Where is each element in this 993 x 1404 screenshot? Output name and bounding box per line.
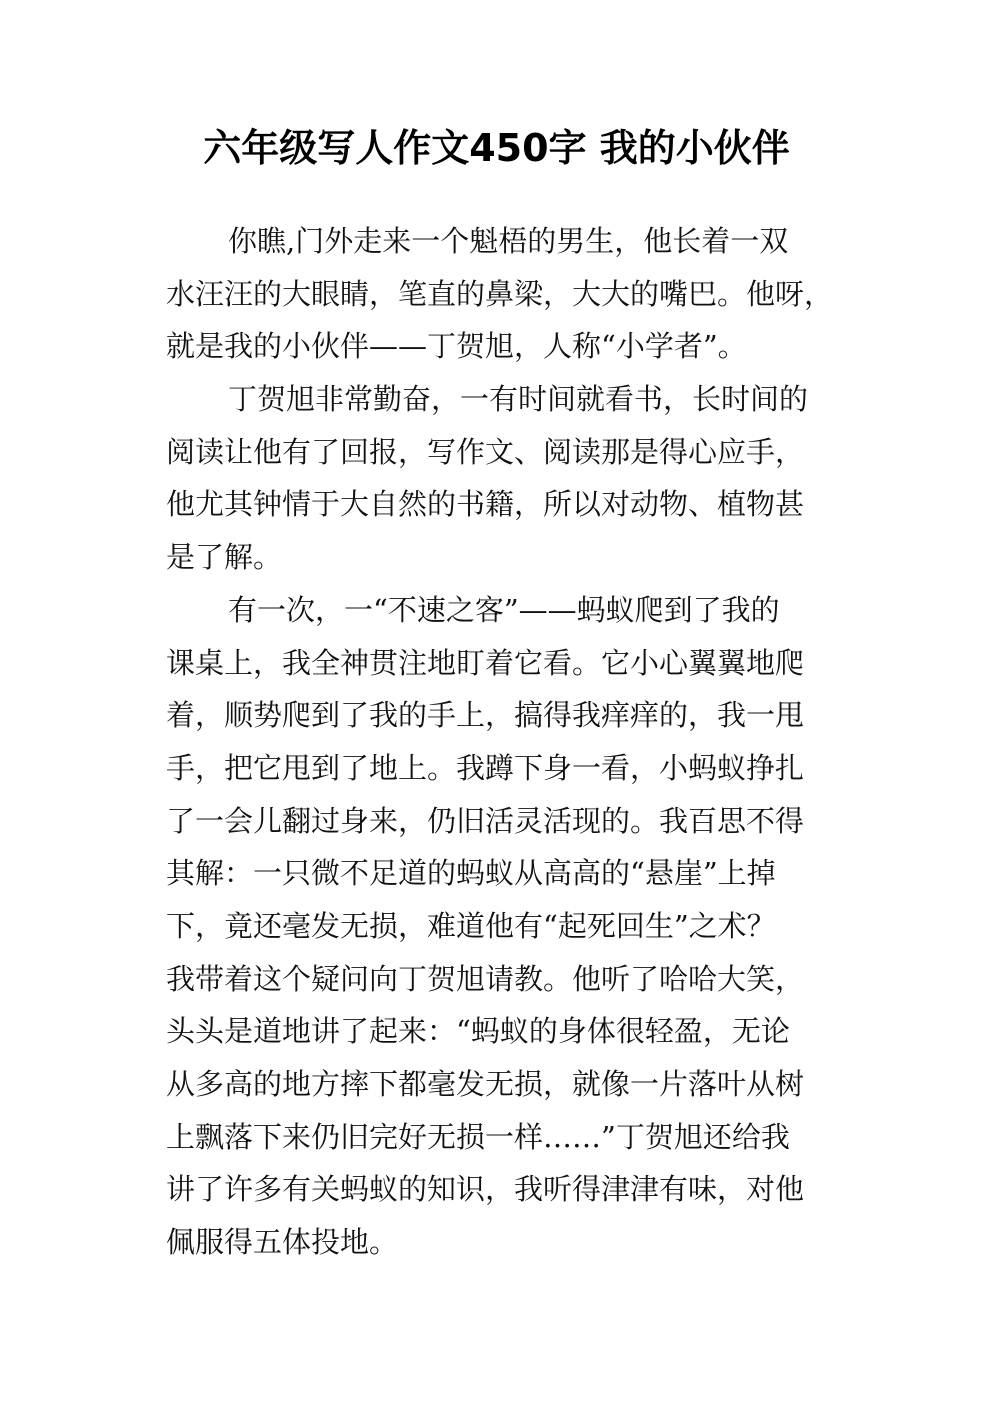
paragraph-3 (166, 584, 830, 1269)
paragraph-line: 课桌上，我全神贯注地盯着它看。它小心翼翼地爬 (166, 645, 805, 680)
paragraph-line: 头头是道地讲了起来：“蚂蚁的身体很轻盈，无论 (166, 1014, 790, 1049)
paragraph-line: 从多高的地方摔下都毫发无损，就像一片落叶从树 (166, 1067, 805, 1101)
paragraph-line: 是了解。 (166, 540, 283, 575)
document-title: 六年级写人作文450字 我的小伙伴 (203, 126, 790, 170)
paragraph-line: 就是我的小伙伴——丁贺旭，人称“小学者”。 (166, 329, 747, 364)
paragraph-2 (166, 373, 830, 584)
paragraph-line: 他尤其钟情于大自然的书籍，所以对动物、植物甚 (166, 487, 805, 522)
paragraph-line: 丁贺旭非常勤奋，一有时间就看书，长时间的 (228, 382, 809, 417)
paragraph-line: 上飘落下来仍旧完好无损一样……”丁贺旭还给我 (166, 1119, 790, 1154)
paragraph-line: 了一会儿翻过身来，仍旧活灵活现的。我百思不得 (166, 803, 805, 838)
paragraph-line: 我带着这个疑问向丁贺旭请教。他听了哈哈大笑， (166, 961, 805, 996)
paragraph-1 (166, 215, 834, 373)
paragraph-line: 有一次，一“不速之客”——蚂蚁爬到了我的 (228, 592, 780, 627)
paragraph-line: 讲了许多有关蚂蚁的知识，我听得津津有味，对他 (166, 1172, 805, 1207)
paragraph-line: 手，把它甩到了地上。我蹲下身一看，小蚂蚁挣扎 (166, 750, 805, 785)
paragraph-line: 着，顺势爬到了我的手上，搞得我痒痒的，我一甩 (166, 698, 805, 733)
paragraph-line: 你瞧,门外走来一个魁梧的男生，他长着一双 (228, 224, 789, 258)
paragraph-line: 水汪汪的大眼睛，笔直的鼻梁，大大的嘴巴。他呀， (166, 276, 834, 311)
document-body (166, 215, 834, 1269)
paragraph-line: 下，竟还毫发无损，难道他有“起死回生”之术？ (166, 908, 776, 943)
paragraph-line: 其解：一只微不足道的蚂蚁从高高的“悬崖”上掉 (166, 856, 776, 891)
paragraph-line: 佩服得五体投地。 (166, 1225, 399, 1260)
paragraph-line: 阅读让他有了回报，写作文、阅读那是得心应手， (166, 434, 805, 469)
